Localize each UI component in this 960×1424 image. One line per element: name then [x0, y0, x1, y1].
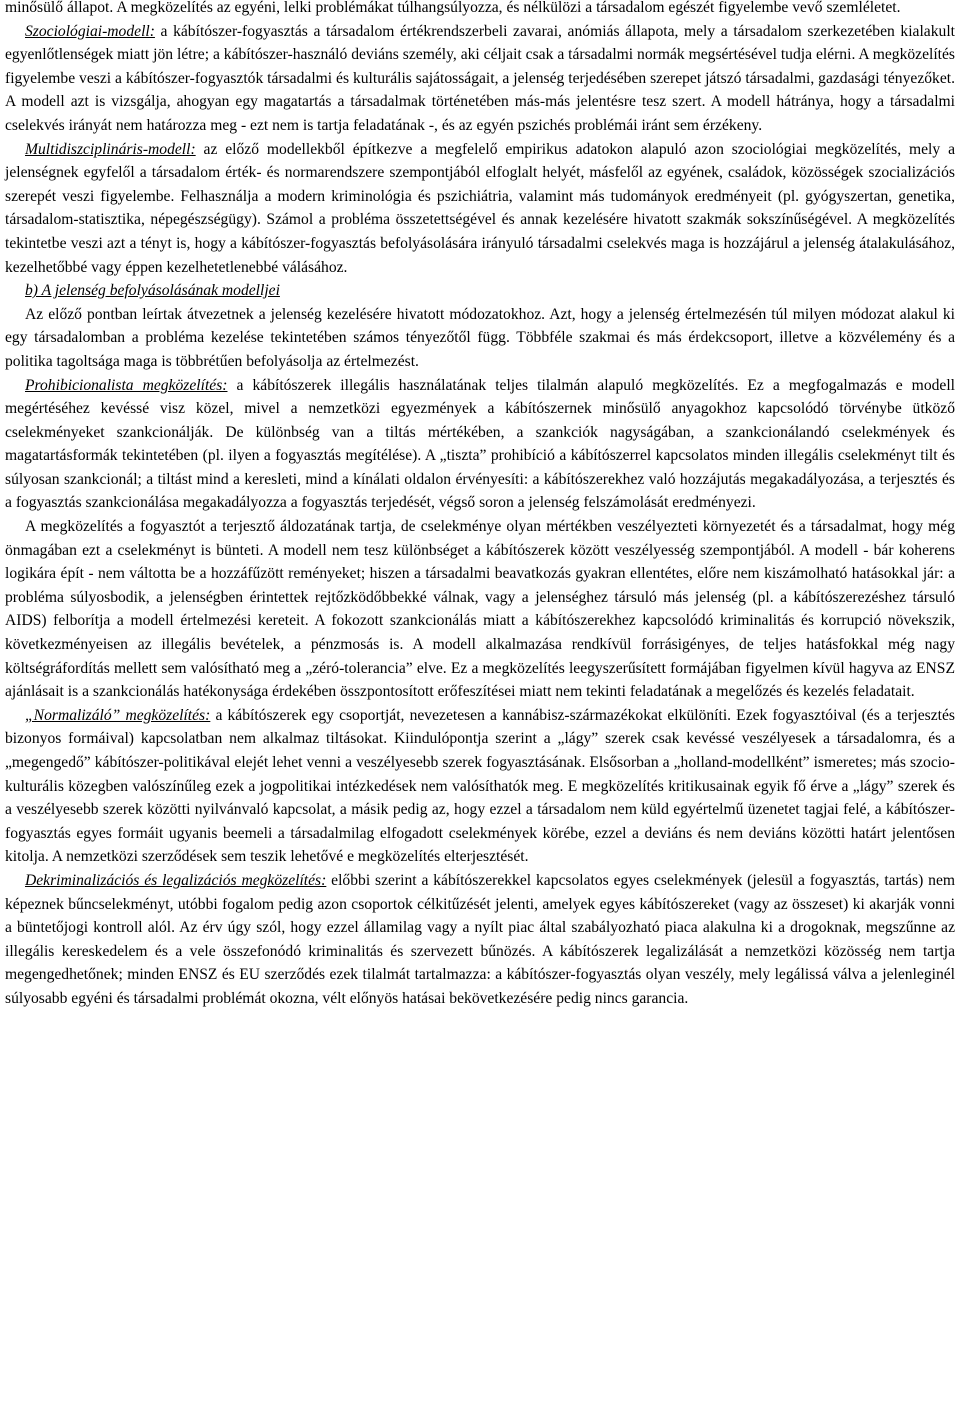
paragraph-text: a kábítószerek illegális használatának teljes tilalmán alapuló megközelítés. Ez a megfogalmazás e modell megértéséhez kevéssé visz közel, mivel a nemzetközi egyezmények a kábítószernek minősülő anyagokhoz kapcsolódó törvénybe ütköző cselekményeket szankcionálják. De különbség van a tiltás mértékében, a szankciók nagyságában, a szankcionálandó cselekmények és magatartásformák tekintetében (pl. ilyen a fogyasztás megítélése). A „tiszta” prohibíció a kábítószerrel kapcsolatos minden illegális cselekményt tilt és súlyosan szankcionál; a tiltást mind a keresleti, mind a kínálati oldalon érvényesíti: a kábítószerekhez való hozzájutás megakadályozása, a terjesztés és a fogyasztás szankcionálása megakadályozza a fogyasztás terjedését, végső soron a jelenség felszámolását eredményezi.: [5, 376, 955, 512]
term-multidisciplinary-model: Multidiszciplináris-modell:: [25, 140, 196, 158]
paragraph-text: az előző modellekből építkezve a megfelelő empirikus adatokon alapuló azon szociológiai megközelítés, mely a jelenségnek egyfelől a társadalom érték- és normarendszere szempontjából elfoglalt helyét, másfelől az egyének, családok, közösségek szocializációs szerepét veszi figyelembe. Felhasználja a modern kriminológia és pszichiátria, valamint más tudományok eredményeit (pl. gyógyszertan, genetika, társadalom-statisztika, népegészségügy). Számol a probléma összetettségével és annak kezelésére hivatott szakmák sokszínűségével. A megközelítés tekintetbe veszi azt a tényt is, hogy a kábítószer-fogyasztás befolyásolására irányuló társadalmi cselekvés maga is hozzájárul a jelenség átalakulásához, kezelhetőbbé vagy éppen kezelhetetlenebbé válásához.: [5, 140, 955, 276]
term-normalizing: „Normalizáló” megközelítés:: [25, 706, 211, 724]
paragraph-section-b-intro: [5, 303, 955, 374]
paragraph-intro-continuation: [5, 0, 955, 20]
paragraph-text: Az előző pontban leírtak átvezetnek a jelenség kezelésére hivatott módozatokhoz. Azt, hogy a jelenség értelmezésén túl milyen módozat alakul ki egy társadalomban a probléma kezelése tekintetében számos tényezőtől függ. Többféle szakmai és más érdekcsoport, illetve a közvélemény és a politika tagoltsága maga is többrétűen befolyásolja az értelmezést.: [5, 305, 955, 370]
paragraph-text: előbbi szerint a kábítószerekkel kapcsolatos egyes cselekmények (jelesül a fogyasztás, tartás) nem képeznek bűncselekményt, utóbbi fogalom pedig azon csoportok célkitűzését jelenti, amelyek egyes kábítószereket (vagy az összeset) ki akarják vonni a büntetőjogi kontroll alól. Az érv úgy szól, hogy ezzel államilag vagy a nyílt piac által szabályozható piaca alakulna ki a drogoknak, megszűnne az illegális kereskedelem és a vele összefonódó kriminalitás és szervezett bűnözés. A kábítószerek legalizálását a nemzetközi közösség nem tartja megengedhetőnek; minden ENSZ és EU szerződés ezek tilalmát tartalmazza: a kábítószer-fogyasztás olyan veszély, mely legálissá válva a jelenleginél súlyosabb egyéni és társadalmi problémát okozna, vélt előnyös hatásai bekövetkezésére pedig nincs garancia.: [5, 871, 955, 1007]
paragraph-sociological-model: [5, 20, 955, 138]
paragraph-multidisciplinary-model: [5, 138, 955, 280]
paragraph-text: A megközelítés a fogyasztót a terjesztő áldozatának tartja, de cselekménye olyan mértékben veszélyezteti környezetét és a társadalmat, hogy még önmagában ezt a cselekményt is bünteti. A modell nem tesz különbséget a kábítószerek között veszélyesség szempontjából. A modell - bár koherens logikára épít - nem váltotta be a hozzáfűzött reményeket; hiszen a társadalmi beavatkozás gyakran ellentétes, előre nem kiszámolható hatásokkal jár: a probléma súlyosbodik, a jelenségben érintettek rejtőzködőbbekké válnak, vagy a jelenséghez társuló más jelenség (pl. a kábítószerezéshez társuló AIDS) felborítja a modell értelmezési kereteit. A fokozott szankcionálás miatt a kábítószerekhez kapcsolódó kriminalitás és korrupció növekszik, következményeisen az illegális bevételek, a pénzmosás is. A modell alkalmazása rendkívül forrásigényes, de teljes hatásfokkal még nagy költségráfordítás mellett sem valósítható meg a „zéró-tolerancia” elve. Ez a megközelítés leegyszerűsített formájában figyelmen kívül hagyva az ENSZ ajánlásait is a szankcionálás hatékonysága érdekében összpontosított erőfeszítései miatt nem tekinti feladatának a megelőzés és kezelés feladatait.: [5, 518, 955, 701]
paragraph-prohibitionist-critique: [5, 515, 955, 704]
paragraph-text: a kábítószer-fogyasztás a társadalom értékrendszerbeli zavarai, anómiás állapota, mely a társadalom szerkezetében kialakult egyenlőtlenségek miatt jön létre; a kábítószer-használó deviáns személy, aki céljait csak a társadalmi normák megsértésével tudja elérni. A megközelítés figyelembe veszi a kábítószer-fogyasztók társadalmi és kulturális sajátosságait, a jelenség terjedésében szerepet játszó társadalmi, gazdasági tényezőket. A modell azt is vizsgálja, ahogyan egy magatartás a társadalmak történetében más-más jelentésre tesz szert. A modell hátránya, hogy a társadalmi cselekvés irányát nem határozza meg - ezt nem is tartja feladatának -, és az egyén pszichés problémái iránt sem érzékeny.: [5, 22, 955, 134]
section-heading-text: b) A jelenség befolyásolásának modelljei: [25, 282, 280, 300]
paragraph-decriminalization: [5, 869, 955, 1011]
paragraph-normalizing: [5, 704, 955, 869]
section-heading-b: [5, 279, 955, 303]
paragraph-text: a kábítószerek egy csoportját, nevezetesen a kannábisz-származékokat elkülöníti. Ezek fogyasztóival (és a terjesztés bizonyos formáival) kapcsolatban nem alkalmaz tiltásokat. Kiindulópontja szerint a „lágy” szerek csak kevéssé veszélyesek a társadalomra, és a „megengedő” kábítószer-politikával elejét lehet venni a veszélyesebb szerek fogyasztásának. Elsősorban a „holland-modellként” ismeretes; más szocio-kulturális közegben valószínűleg ezek a jogpolitikai intézkedések nem valósíthatók meg. E megközelítés kritikusainak egyik fő érve a „lágy” szerek és a veszélyesebb szerek közötti nyilvánvaló kapcsolat, a másik pedig az, hogy ezzel a társadalom nem küld egyértelmű üzenetet tagjai felé, a kábítószer-fogyasztás egyes formáit ugyanis beemeli a társadalmilag elfogadott cselekmények körébe, ezzel a deviáns és nem deviáns közötti határt jelentősen kitolja. A nemzetközi szerződések sem teszik lehetővé e megközelítés elterjesztését.: [5, 706, 955, 866]
term-prohibitionist: Prohibicionalista megközelítés:: [25, 376, 228, 394]
paragraph-text: minősülő állapot. A megközelítés az egyéni, lelki problémákat túlhangsúlyozza, és nélkülözi a társadalom egészét figyelembe vevő szemléletet.: [5, 0, 901, 16]
paragraph-prohibitionist: [5, 374, 955, 516]
term-decriminalization: Dekriminalizációs és legalizációs megközelítés:: [25, 871, 327, 889]
term-sociological-model: Szociológiai-modell:: [25, 22, 155, 40]
